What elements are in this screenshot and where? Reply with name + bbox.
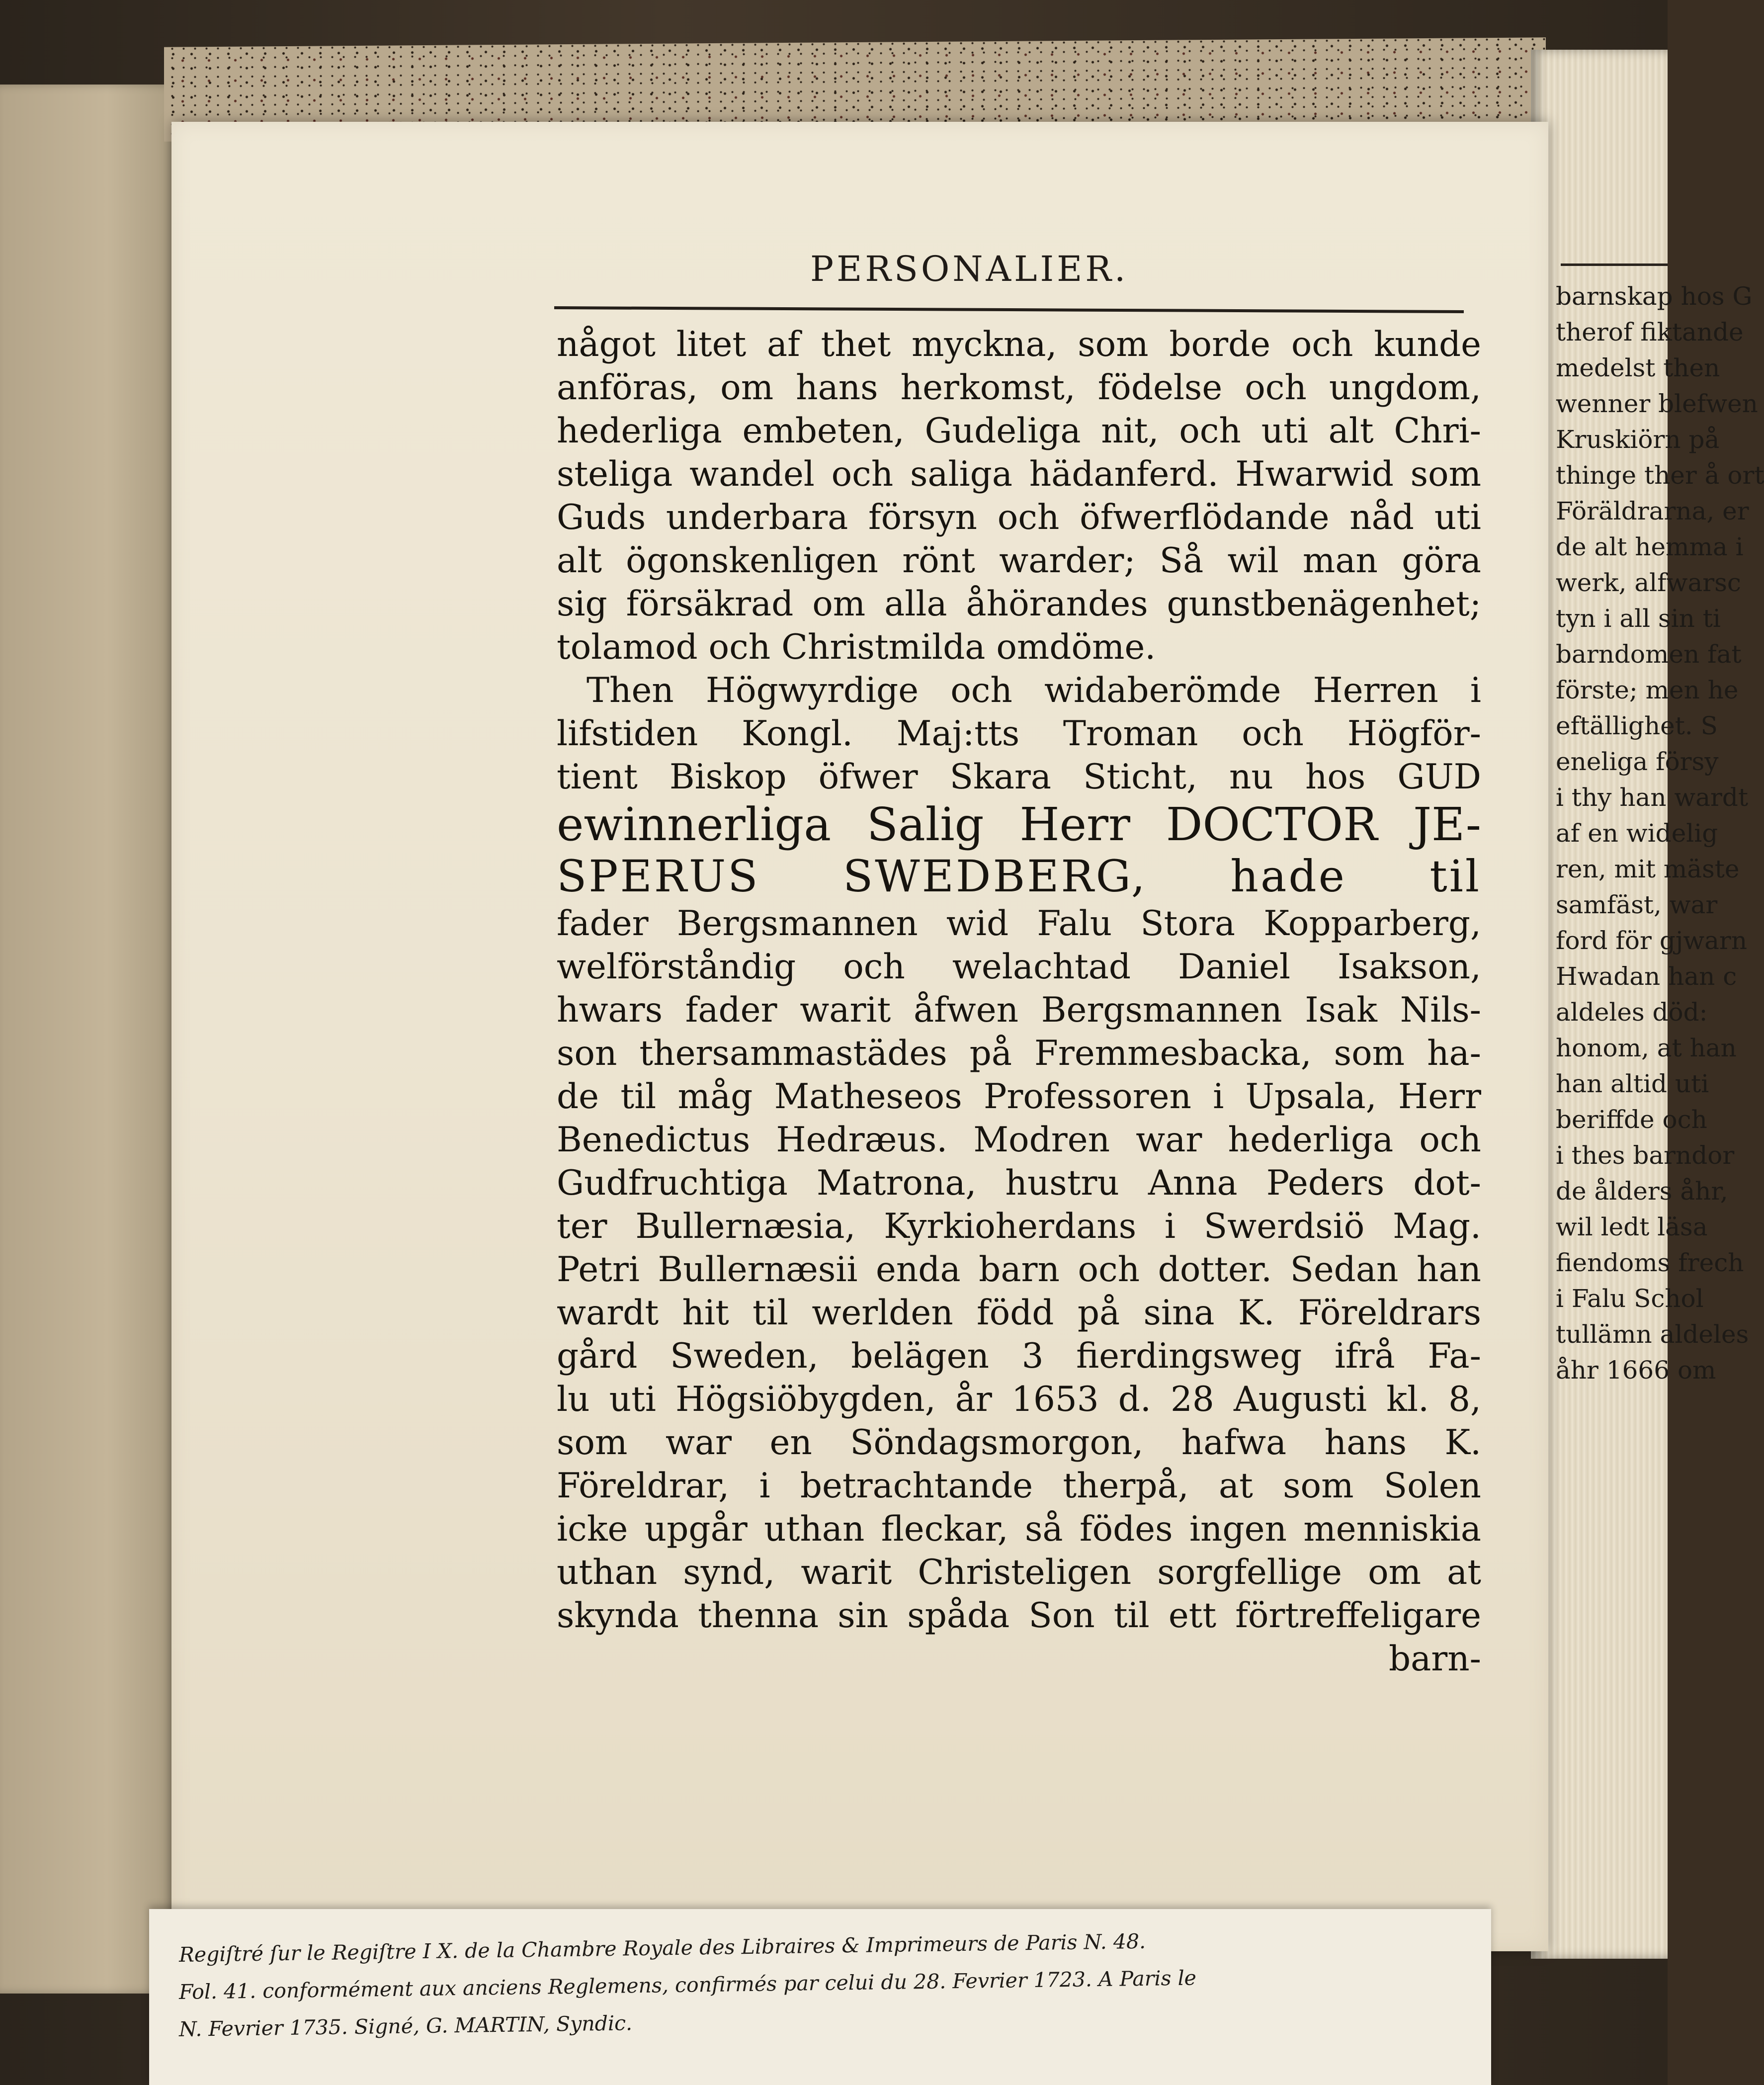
text-line: hederliga embeten, Gudeliga nit, och uti alt Chri- (557, 411, 1481, 451)
text-line: alt ögonskenligen rönt warder; Så wil man göra (557, 541, 1481, 581)
text-line: något litet af thet myckna, som borde och kunde (557, 325, 1481, 364)
adjacent-line: i Falu Schol (1556, 1284, 1704, 1313)
adjacent-line: wenner blefwen (1556, 389, 1758, 418)
adjacent-line: tyn i all sin ti (1556, 604, 1721, 633)
body-text (557, 323, 1481, 1681)
adjacent-line: ford för gjwarn (1556, 926, 1748, 955)
text-line: sig försäkrad om alla åhörandes gunstbenägenhet; (557, 584, 1481, 624)
adjacent-line: tullämn aldeles (1556, 1320, 1749, 1349)
text-line: ter Bullernæsia, Kyrkioherdans i Swerdsiö Mag. (557, 1207, 1481, 1246)
adjacent-line: honom, at han (1556, 1034, 1737, 1062)
adjacent-page-rule (1561, 263, 1668, 266)
adjacent-line: förste; men he (1556, 676, 1739, 704)
text-line: Petri Bullernæsii enda barn och dotter. Sedan han (557, 1250, 1481, 1290)
text-line: wardt hit til werlden född på sina K. Föreldrars (557, 1293, 1481, 1333)
catchword: barn- (1388, 1639, 1481, 1679)
running-header: PERSONALIER. (810, 249, 1129, 289)
text-line: Benedictus Hedræus. Modren war hederliga och (557, 1120, 1481, 1160)
adjacent-line: han altid uti (1556, 1069, 1709, 1098)
text-line: steliga wandel och saliga hädanferd. Hwarwid som (557, 454, 1481, 494)
adjacent-line: åhr 1666 om (1556, 1356, 1716, 1385)
text-line: son thersammastädes på Fremmesbacka, som ha- (557, 1034, 1481, 1073)
text-line: fader Bergsmannen wid Falu Stora Kopparberg, (557, 904, 1481, 944)
adjacent-line: medelst then (1556, 353, 1720, 382)
text-line: Föreldrar, i betrachtande therpå, at som Solen (557, 1466, 1481, 1506)
adjacent-line: barndomen fat (1556, 640, 1742, 669)
adjacent-line: samfäst, war (1556, 890, 1718, 919)
adjacent-line: i thes barndor (1556, 1141, 1735, 1170)
slip-line: Fol. 41. conformément aux anciens Reglemens, confirmés par celui du 28. Fevrier 1723. A Paris le (178, 1966, 1197, 2004)
left-cover-board (0, 85, 179, 1994)
adjacent-line: eftällighet. S (1556, 711, 1718, 740)
adjacent-line: wil ledt läsa (1556, 1213, 1708, 1241)
adjacent-line: thinge ther å ort (1556, 461, 1764, 490)
text-line: SPERUS SWEDBERG, hade til (557, 851, 1481, 902)
adjacent-line: af en widelig (1556, 819, 1718, 848)
text-line: Gudfruchtiga Matrona, hustru Anna Peders dot- (557, 1163, 1481, 1203)
privilege-slip-text (178, 1929, 1471, 2048)
slip-line: Regiſtré ſur le Regiſtre I X. de la Chambre Royale des Libraires & Imprimeurs de Paris N. 48. (178, 1929, 1146, 1967)
adjacent-line: de ålders åhr, (1556, 1177, 1728, 1206)
slip-line: N. Fevrier 1735. Signé, G. MARTIN, Syndic. (178, 2011, 633, 2041)
text-line: Then Högwyrdige och widaberömde Herren i (587, 671, 1481, 710)
text-line: hwars fader warit åfwen Bergsmannen Isak Nils- (557, 990, 1481, 1030)
text-line: lu uti Högsiöbygden, år 1653 d. 28 Augusti kl. 8, (557, 1380, 1481, 1419)
text-line: tolamod och Christmilda omdöme. (557, 627, 1156, 667)
adjacent-line: Kruskiörn på (1556, 425, 1720, 454)
adjacent-line: aldeles död: (1556, 998, 1708, 1027)
text-line: gård Sweden, belägen 3 fierdingsweg ifrå Fa- (557, 1336, 1481, 1376)
adjacent-line: Hwadan han c (1556, 962, 1737, 991)
adjacent-line: beriffde och (1556, 1105, 1707, 1134)
adjacent-line: ren, mit mäste (1556, 855, 1740, 883)
text-line: som war en Söndagsmorgon, hafwa hans K. (557, 1423, 1481, 1463)
adjacent-line: de alt hemma i (1556, 532, 1744, 561)
adjacent-line: i thy han wardt (1556, 783, 1749, 812)
text-line: Guds underbara försyn och öfwerflödande nåd uti (557, 498, 1481, 537)
text-line: icke upgår uthan fleckar, så födes ingen menniskia (557, 1509, 1481, 1549)
text-line: ewinnerliga Salig Herr DOCTOR JE- (557, 798, 1481, 851)
text-line: lifstiden Kongl. Maj:tts Troman och Högför- (557, 714, 1481, 754)
adjacent-line: therof fiktande (1556, 318, 1744, 347)
adjacent-page-text (1556, 278, 1764, 1388)
text-line: skynda thenna sin spåda Son til ett förtreffeligare (557, 1596, 1481, 1636)
adjacent-line: eneliga försy (1556, 747, 1719, 776)
text-line: uthan synd, warit Christeligen sorgfellige om at (557, 1553, 1481, 1592)
adjacent-line: barnskap hos G (1556, 282, 1753, 311)
text-line: tient Biskop öfwer Skara Sticht, nu hos GUD (557, 757, 1481, 797)
text-line: anföras, om hans herkomst, födelse och ungdom, (557, 368, 1481, 408)
adjacent-line: fiendoms frech (1556, 1248, 1744, 1277)
text-line: welförståndig och welachtad Daniel Isakson, (557, 947, 1481, 987)
adjacent-line: Föräldrarna, er (1556, 497, 1749, 525)
text-line: de til måg Matheseos Professoren i Upsala, Herr (557, 1077, 1481, 1117)
adjacent-line: werk, alfwarsc (1556, 568, 1741, 597)
